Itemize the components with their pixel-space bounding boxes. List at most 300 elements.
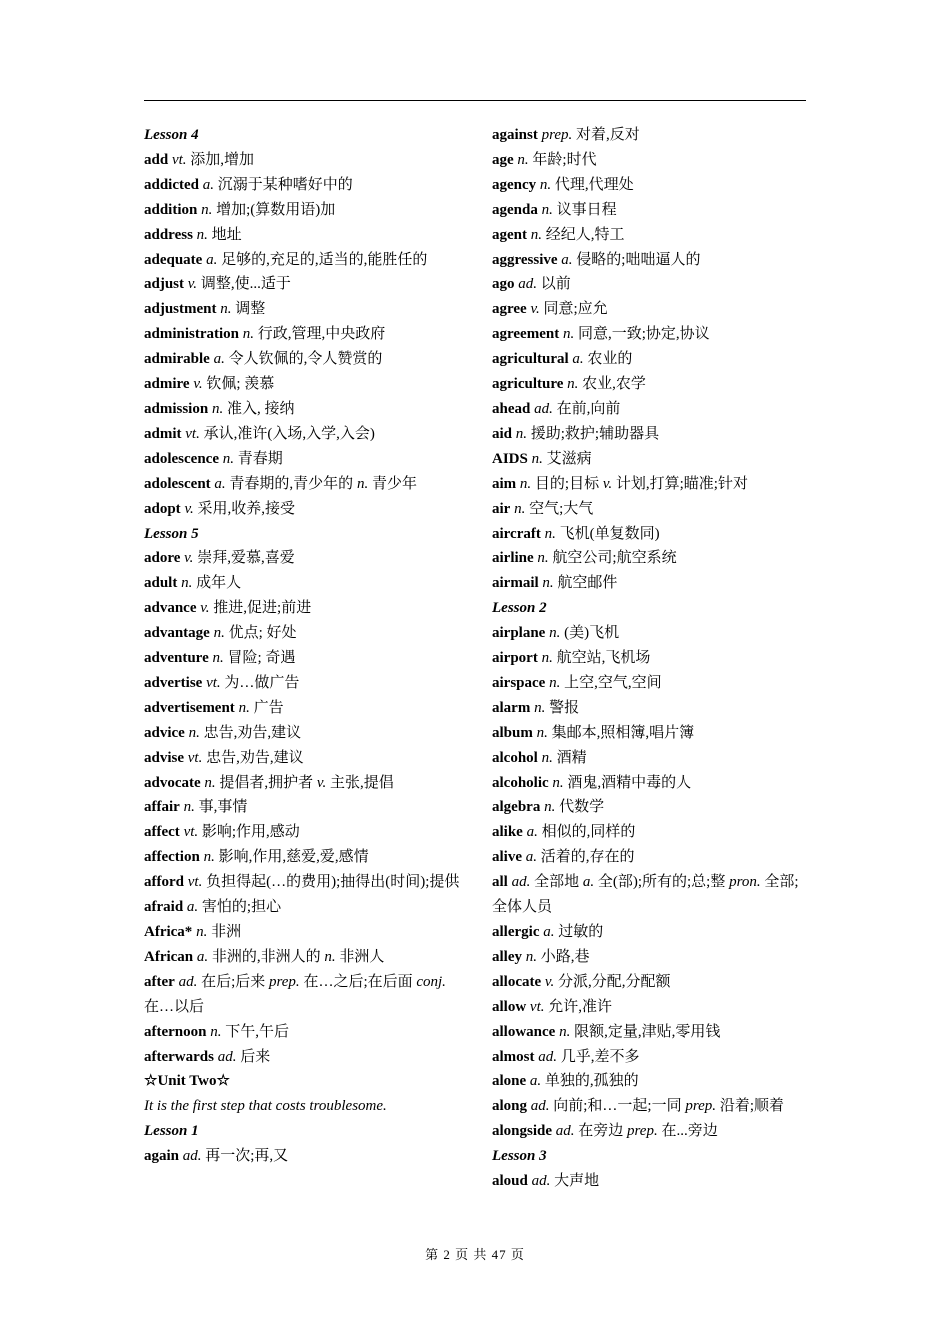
- entry-word: aid: [492, 425, 513, 442]
- entry-word: allow: [492, 998, 527, 1015]
- vocab-entry: [144, 372, 460, 397]
- entry-pos: a.: [213, 351, 225, 368]
- vocab-entry: [144, 173, 460, 198]
- vocab-entry: [492, 571, 810, 596]
- entry-pos: v.: [193, 376, 203, 393]
- entry-pos: a.: [582, 874, 595, 891]
- entry-definition: 经纪人,特工: [545, 226, 625, 243]
- entry-definition: 几乎,差不多: [560, 1048, 640, 1065]
- entry-definition: 影响;作用,感动: [201, 824, 300, 841]
- entry-definition: 成年人: [196, 575, 242, 592]
- entry-definition: 采用,收养,接受: [197, 500, 295, 517]
- unit-motto: It is the first step that costs troublesome.: [144, 1098, 387, 1115]
- vocab-entry: [144, 1144, 460, 1169]
- lesson-heading: Lesson 2: [492, 600, 547, 617]
- entry-definition: 后来: [240, 1048, 271, 1065]
- entry-pos: vt.: [206, 674, 221, 691]
- entry-definition: 单独的,孤独的: [544, 1073, 639, 1090]
- vocab-entry: [144, 746, 460, 771]
- entry-definition: 下午,午后: [225, 1023, 290, 1040]
- entry-pos: v.: [602, 475, 613, 492]
- entry-definition: 在后;后来: [201, 973, 266, 990]
- entry-word: afford: [144, 874, 184, 891]
- entry-definition: 忠告,劝告,建议: [206, 749, 304, 766]
- vocab-entry: [492, 671, 810, 696]
- entry-pos: a.: [196, 948, 209, 965]
- entry-definition: (美)飞机: [564, 625, 620, 642]
- entry-pos: n.: [196, 226, 208, 243]
- entry-definition: 航空邮件: [557, 575, 618, 592]
- entry-pos: ad.: [217, 1048, 237, 1065]
- entry-word: adolescence: [144, 450, 219, 467]
- entry-definition: 提倡者,拥护者: [219, 774, 314, 791]
- entry-pos: n.: [552, 774, 564, 791]
- vocab-entry: [144, 546, 460, 571]
- entry-word: affair: [144, 799, 180, 816]
- left-column: [144, 123, 460, 1169]
- entry-pos: n.: [525, 948, 537, 965]
- entry-definition: 酒鬼,酒精中毒的人: [567, 774, 692, 791]
- entry-pos: n.: [559, 1023, 571, 1040]
- entry-definition: 集邮本,照相簿,唱片簿: [551, 724, 695, 741]
- entry-definition: 害怕的;担心: [201, 899, 282, 916]
- header-rule: [144, 100, 806, 101]
- entry-pos: n.: [549, 625, 561, 642]
- lesson-heading: Lesson 5: [144, 525, 199, 542]
- entry-definition: 活着的,存在的: [540, 849, 635, 866]
- entry-pos: n.: [211, 400, 224, 417]
- vocab-entry: [492, 945, 810, 970]
- entry-pos: v.: [316, 774, 327, 791]
- entry-word: all: [492, 874, 508, 891]
- entry-pos: n.: [544, 525, 556, 542]
- entry-word: advantage: [144, 625, 210, 642]
- vocab-entry: [492, 347, 810, 372]
- entry-definition: 推进,促进;前进: [213, 600, 312, 617]
- entry-pos: v.: [200, 600, 210, 617]
- vocab-entry: [144, 148, 460, 173]
- entry-definition: 侵略的;咄咄逼人的: [576, 251, 701, 268]
- entry-word: adjustment: [144, 301, 217, 318]
- entry-word: adventure: [144, 650, 209, 667]
- entry-pos: n.: [203, 849, 215, 866]
- entry-pos: n.: [324, 948, 336, 965]
- entry-definition: 青春期: [237, 450, 283, 467]
- entry-definition: 崇拜,爱慕,喜爱: [197, 550, 295, 567]
- entry-definition: 议事日程: [556, 201, 617, 218]
- vocab-entry: [492, 621, 810, 646]
- vocab-entry: [144, 870, 460, 895]
- vocab-entry: [492, 746, 810, 771]
- vocab-entry: [492, 422, 810, 447]
- entry-definition: 在前,向前: [556, 400, 621, 417]
- vocab-entry: [144, 845, 460, 870]
- section-heading: [144, 522, 460, 547]
- entry-word: airmail: [492, 575, 539, 592]
- entry-word: advice: [144, 724, 185, 741]
- vocab-entry: [144, 671, 460, 696]
- entry-word: advertise: [144, 674, 203, 691]
- vocab-entry: [492, 771, 810, 796]
- entry-word: advertisement: [144, 699, 235, 716]
- entry-word: agenda: [492, 201, 538, 218]
- entry-word: adolescent: [144, 475, 211, 492]
- entry-pos: n.: [183, 799, 195, 816]
- entry-pos: n.: [515, 425, 528, 442]
- entry-definition: 同意;应允: [543, 301, 608, 318]
- entry-definition: 空气;大气: [529, 500, 594, 517]
- vocab-entry: [492, 820, 810, 845]
- entry-definition: 小路,巷: [540, 948, 590, 965]
- entry-definition: 向前;和…一起;一同: [553, 1098, 682, 1115]
- entry-definition: 代理,代理处: [554, 176, 634, 193]
- entry-pos: prep.: [541, 127, 573, 143]
- vocab-entry: [492, 546, 810, 571]
- unit-heading: ☆Unit Two☆: [144, 1073, 230, 1090]
- entry-definition: 青少年: [371, 475, 417, 492]
- entry-pos: a.: [561, 251, 573, 268]
- entry-word: alike: [492, 824, 523, 841]
- entry-word: against: [492, 127, 538, 143]
- entry-definition: 以前: [540, 276, 571, 293]
- vocab-entry: [144, 1020, 460, 1045]
- entry-word: advance: [144, 600, 197, 617]
- vocab-entry: [144, 223, 460, 248]
- vocab-entry: [144, 347, 460, 372]
- entry-pos: n.: [356, 475, 369, 492]
- entry-pos: n.: [536, 724, 548, 741]
- entry-definition: 非洲人: [339, 948, 385, 965]
- entry-definition: 准入, 接纳: [226, 400, 295, 417]
- entry-definition: 飞机(单复数同): [559, 525, 660, 542]
- entry-pos: a.: [214, 475, 226, 492]
- vocab-entry: [144, 497, 460, 522]
- entry-definition: 忠告,劝告,建议: [203, 724, 302, 741]
- entry-pos: ad.: [178, 973, 198, 990]
- entry-word: age: [492, 151, 514, 168]
- vocab-entry: [492, 696, 810, 721]
- lesson-heading: Lesson 1: [144, 1123, 199, 1140]
- section-heading: [492, 1144, 810, 1169]
- entry-pos: n.: [541, 650, 553, 667]
- entry-definition: 援助;救护;辅助器具: [530, 425, 660, 442]
- entry-definition: 调整: [235, 301, 266, 318]
- vocab-entry: [492, 1119, 810, 1144]
- entry-definition: 分派,分配,分配额: [557, 973, 671, 990]
- entry-definition: 增加;(算数用语)加: [216, 201, 336, 218]
- vocab-entry: [144, 322, 460, 347]
- vocab-entry: [492, 123, 810, 148]
- entry-word: addition: [144, 201, 198, 218]
- entry-pos: a.: [526, 824, 538, 841]
- entry-pos: ad.: [538, 1048, 557, 1065]
- entry-pos: v.: [530, 301, 540, 318]
- entry-word: alcoholic: [492, 774, 549, 791]
- entry-pos: n.: [542, 575, 554, 592]
- entry-definition: 青春期的,青少年的: [229, 475, 354, 492]
- vocab-entry: [144, 920, 460, 945]
- entry-word: aim: [492, 475, 517, 492]
- entry-word: ahead: [492, 400, 531, 417]
- vocab-entry: [492, 248, 810, 273]
- entry-definition: 再一次;再,又: [205, 1148, 289, 1165]
- entry-definition: 承认,准许(入场,入学,入会): [203, 425, 375, 442]
- entry-word: allocate: [492, 973, 542, 990]
- entry-word: airline: [492, 550, 534, 567]
- entry-pos: n.: [196, 924, 208, 940]
- entry-pos: v.: [187, 276, 198, 293]
- vocab-entry: [144, 472, 460, 497]
- vocab-entry: [492, 372, 810, 397]
- entry-word: allowance: [492, 1023, 556, 1040]
- vocab-entry: [492, 845, 810, 870]
- entry-pos: prep.: [685, 1098, 717, 1115]
- vocab-entry: [492, 173, 810, 198]
- entry-pos: n.: [188, 724, 200, 741]
- page-footer: 第 2 页 共 47 页: [425, 1247, 525, 1262]
- entry-definition: 冒险; 奇遇: [227, 650, 296, 667]
- entry-definition: 在旁边: [578, 1123, 624, 1140]
- vocab-entry: [492, 1069, 810, 1094]
- entry-pos: vt.: [187, 749, 203, 766]
- entry-word: agreement: [492, 326, 560, 343]
- entry-word: adore: [144, 550, 181, 567]
- entry-definition: 限额,定量,津贴,零用钱: [574, 1023, 721, 1040]
- entry-definition: 令人钦佩的,令人赞赏的: [228, 351, 383, 368]
- vocab-entry: [144, 1045, 460, 1070]
- entry-definition: 酒精: [556, 749, 587, 766]
- entry-definition: 农业,农学: [582, 376, 646, 393]
- entry-pos: n.: [530, 226, 542, 243]
- vocab-entry: [492, 472, 810, 497]
- entry-definition: 地址: [211, 226, 242, 243]
- entry-word: adopt: [144, 500, 181, 517]
- entry-word: afraid: [144, 899, 184, 916]
- entry-pos: n.: [242, 326, 255, 343]
- entry-definition: 足够的,充足的,适当的,能胜任的: [221, 251, 428, 268]
- entry-pos: a.: [186, 899, 199, 916]
- section-heading: [144, 123, 460, 148]
- entry-pos: n.: [517, 151, 529, 168]
- entry-pos: vt.: [529, 998, 545, 1015]
- entry-pos: v.: [184, 550, 194, 567]
- entry-word: add: [144, 151, 169, 168]
- entry-word: alone: [492, 1073, 527, 1090]
- vocab-entry: [144, 696, 460, 721]
- entry-pos: n.: [519, 475, 532, 492]
- entry-pos: n.: [541, 201, 553, 218]
- entry-pos: n.: [562, 326, 575, 343]
- vocab-entry: [144, 895, 460, 920]
- entry-definition: 全部;全体人员: [492, 874, 799, 916]
- entry-definition: 农业的: [587, 351, 633, 368]
- entry-pos: n.: [210, 1023, 222, 1040]
- entry-definition: 沿着;顺着: [719, 1098, 784, 1115]
- entry-word: album: [492, 724, 533, 741]
- entry-pos: conj.: [416, 973, 446, 990]
- section-heading: [492, 596, 810, 621]
- vocab-entry: [492, 223, 810, 248]
- entry-pos: a.: [525, 849, 537, 866]
- entry-word: alley: [492, 948, 522, 965]
- entry-definition: 代数学: [559, 799, 605, 816]
- section-heading: [144, 1119, 460, 1144]
- entry-word: agent: [492, 226, 527, 243]
- vocab-entry: [144, 721, 460, 746]
- vocab-entry: [492, 1169, 810, 1194]
- vocab-entry: [492, 1094, 810, 1119]
- entry-definition: 大声地: [554, 1173, 600, 1190]
- entry-definition: 行政,管理,中央政府: [257, 326, 386, 343]
- entry-pos: v.: [544, 973, 555, 990]
- entry-pos: n.: [534, 699, 546, 716]
- entry-word: addicted: [144, 176, 200, 193]
- entry-pos: a.: [572, 351, 584, 368]
- entry-definition: 对着,反对: [576, 127, 640, 143]
- right-column: [492, 123, 810, 1194]
- entry-word: along: [492, 1098, 528, 1115]
- entry-word: alongside: [492, 1123, 553, 1140]
- entry-word: after: [144, 973, 175, 990]
- vocab-entry: [492, 447, 810, 472]
- entry-word: aircraft: [492, 525, 541, 542]
- entry-word: agricultural: [492, 351, 569, 368]
- entry-word: advocate: [144, 774, 201, 791]
- entry-pos: a.: [543, 924, 555, 940]
- entry-pos: ad.: [555, 1123, 575, 1140]
- entry-word: aloud: [492, 1173, 528, 1190]
- entry-definition: 钦佩; 羡慕: [206, 376, 275, 393]
- vocab-entry: [144, 272, 460, 297]
- vocab-entry: [492, 1020, 810, 1045]
- vocab-entry: [492, 970, 810, 995]
- vocab-entry: [144, 820, 460, 845]
- vocab-entry: [144, 945, 460, 970]
- entry-word: admit: [144, 425, 182, 442]
- entry-word: admire: [144, 376, 190, 393]
- vocab-entry: [144, 297, 460, 322]
- vocab-entry: [144, 397, 460, 422]
- entry-word: African: [144, 948, 194, 965]
- vocab-entry: [492, 795, 810, 820]
- vocab-entry: [144, 198, 460, 223]
- entry-definition: 相似的,同样的: [541, 824, 636, 841]
- vocab-entry: [492, 870, 810, 920]
- entry-definition: 允许,准许: [548, 998, 613, 1015]
- entry-definition: 在…之后;在后面: [303, 973, 413, 990]
- entry-pos: pron.: [729, 874, 761, 891]
- entry-definition: 调整,使...适于: [200, 276, 291, 293]
- entry-definition: 航空公司;航空系统: [552, 550, 677, 567]
- entry-word: adequate: [144, 251, 203, 268]
- entry-word: agree: [492, 301, 527, 318]
- vocab-entry: [144, 970, 460, 1020]
- entry-pos: n.: [220, 301, 232, 318]
- vocab-entry: [492, 198, 810, 223]
- entry-word: affect: [144, 824, 180, 841]
- entry-word: admission: [144, 400, 209, 417]
- vocab-entry: [144, 621, 460, 646]
- entry-definition: 为…做广告: [224, 674, 300, 691]
- entry-pos: vt.: [171, 151, 187, 168]
- entry-word: administration: [144, 326, 240, 343]
- entry-word: admirable: [144, 351, 210, 368]
- vocab-entry: [144, 571, 460, 596]
- lesson-heading: Lesson 4: [144, 127, 199, 143]
- entry-word: alive: [492, 849, 522, 866]
- entry-pos: vt.: [185, 425, 200, 442]
- entry-word: afterwards: [144, 1048, 214, 1065]
- entry-definition: 全(部);所有的;总;整: [597, 874, 726, 891]
- vocab-entry: [144, 646, 460, 671]
- vocab-entry: [492, 721, 810, 746]
- entry-pos: n.: [201, 201, 213, 218]
- entry-pos: ad.: [518, 276, 537, 293]
- entry-word: almost: [492, 1048, 535, 1065]
- entry-pos: vt.: [187, 874, 203, 891]
- entry-pos: v.: [184, 500, 194, 517]
- vocab-entry: [144, 795, 460, 820]
- entry-definition: 事,事情: [198, 799, 248, 816]
- entry-word: affection: [144, 849, 200, 866]
- entry-word: airplane: [492, 625, 546, 642]
- entry-word: algebra: [492, 799, 541, 816]
- entry-definition: 全部地: [534, 874, 580, 891]
- entry-pos: ad.: [531, 1173, 551, 1190]
- entry-word: agency: [492, 176, 537, 193]
- vocab-entry: [492, 297, 810, 322]
- entry-definition: 同意,一致;协定,协议: [577, 326, 710, 343]
- entry-pos: ad.: [534, 400, 553, 417]
- entry-pos: n.: [544, 799, 556, 816]
- entry-word: adjust: [144, 276, 185, 293]
- entry-word: alarm: [492, 699, 531, 716]
- entry-word: address: [144, 226, 193, 243]
- section-motto: [144, 1094, 460, 1119]
- section-unit: [144, 1069, 460, 1094]
- entry-pos: n.: [537, 550, 549, 567]
- entry-definition: 航空站,飞机场: [556, 650, 651, 667]
- vocab-entry: [144, 596, 460, 621]
- entry-definition: 优点; 好处: [228, 625, 297, 642]
- vocab-entry: [144, 771, 460, 796]
- entry-pos: n.: [181, 575, 193, 592]
- entry-pos: n.: [204, 774, 216, 791]
- entry-word: allergic: [492, 924, 540, 940]
- entry-definition: 影响,作用,慈爱,爱,感情: [218, 849, 369, 866]
- entry-word: afternoon: [144, 1023, 207, 1040]
- vocab-entry: [492, 497, 810, 522]
- vocab-entry: [492, 397, 810, 422]
- entry-definition: 过敏的: [558, 924, 604, 940]
- entry-definition: 在...旁边: [661, 1123, 718, 1140]
- entry-pos: ad.: [182, 1148, 202, 1165]
- vocab-entry: [492, 646, 810, 671]
- entry-pos: n.: [541, 749, 553, 766]
- entry-pos: prep.: [268, 973, 300, 990]
- vocab-entry: [492, 322, 810, 347]
- entry-definition: 警报: [549, 699, 580, 716]
- entry-word: airport: [492, 650, 538, 667]
- entry-definition: 沉溺于某种嗜好中的: [217, 176, 353, 193]
- entry-word: agriculture: [492, 376, 564, 393]
- entry-definition: 目的;目标: [534, 475, 600, 492]
- entry-word: AIDS: [492, 450, 528, 467]
- entry-pos: n.: [567, 376, 579, 393]
- entry-definition: 非洲的,非洲人的: [211, 948, 321, 965]
- entry-pos: ad.: [530, 1098, 550, 1115]
- entry-pos: n.: [212, 650, 224, 667]
